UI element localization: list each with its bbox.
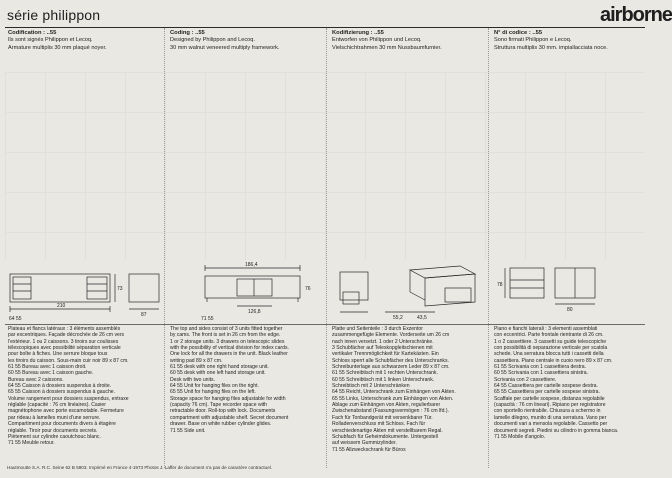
description-it: [494, 326, 644, 440]
drawing-side-unit-71-55: [205, 265, 300, 306]
description-line: Scrivania con 2 cassettiere.: [494, 376, 557, 383]
dimension-label: 73: [117, 286, 123, 292]
description-de: [332, 326, 484, 453]
description-line: cassettiera. Piano centrale in cuoio nero 89 x 87 cm.: [494, 357, 613, 364]
description-line: con possibilità di separazione verticale per scatola: [494, 345, 608, 352]
column-line: 30 mm walnut veneered multiply framework.: [170, 44, 280, 51]
description-line: Zwischenabstand (Fassungsvermögen : 76 cm lfd.).: [332, 408, 449, 415]
description-line: réglable (capacité : 76 cm linéaires). Casier: [8, 402, 106, 409]
description-line: Compartiment pour documents divers à étagère: [8, 421, 116, 428]
drawings-strip: [5, 262, 645, 322]
column-line: Ils sont signés Philippon et Lecoq.: [8, 37, 93, 44]
description-line: pour boîte à fiches. Une serrure bloque tous: [8, 351, 108, 358]
description-line: 60 55 desk with one left hand storage unit.: [170, 370, 266, 377]
column-heading: Kodifizierung : ..55: [332, 30, 384, 36]
column-de: [332, 30, 484, 52]
column-heading: Codification : ..55: [8, 30, 57, 36]
description-en: [170, 326, 322, 434]
dimension-label: 76: [305, 286, 311, 292]
description-line: Volume rangement pour dossiers suspendus, entraxe: [8, 395, 129, 402]
dimension-label: 186,4: [245, 262, 258, 268]
description-line: One lock for all the drawers in the unit. Black leather: [170, 351, 288, 358]
description-line: drawer. Base on white rubber cylinder glides.: [170, 421, 272, 428]
description-line: Desk with two units.: [170, 376, 216, 383]
description-line: auf weissem Gummizylinder.: [332, 440, 397, 447]
page-title: série philippon: [7, 7, 101, 23]
drawing-code-label: 64 55: [9, 316, 22, 322]
description-line: Schreibtisch mit 2 Unterschränken: [332, 383, 410, 390]
description-line: 65 55 Unit for hanging files on the left.: [170, 389, 256, 396]
column-fr: [8, 30, 160, 52]
drawing-storage-unit: [340, 272, 435, 312]
description-line: les tiroirs du caisson. Sous-main cuir noir 89 x 87 cm.: [8, 357, 129, 364]
description-line: 60 55 Bureau avec 1 caisson gauche.: [8, 370, 94, 377]
description-line: 65 55 Links, Unterschrank zum Einhängen von Akten.: [332, 395, 454, 402]
dimension-label: 80: [567, 307, 573, 313]
description-line: retractable door. Roll-top with lock. Documents: [170, 408, 276, 415]
description-line: 71 55 Mobile d'angolo.: [494, 433, 546, 440]
description-line: 64 55 Cassettiera per cartelle sospese destra.: [494, 383, 598, 390]
description-line: 1 or 2 storage units. 3 drawers on telescopic slides: [170, 338, 285, 345]
description-line: 61 55 Bureau avec 1 caisson droit.: [8, 364, 87, 371]
drawing-perspective-desk: [410, 266, 475, 306]
description-line: Schloss sperrt alle Schubfächer des Unterschranks.: [332, 357, 449, 364]
description-line: Ablage zum Einhängen von Akten, regulierbarer: [332, 402, 441, 409]
column-line: Sono firmati Philippon e Lecoq.: [494, 37, 572, 44]
description-line: Storage space for hanging files adjustable for width: [170, 395, 286, 402]
dimension-label: 55,2: [393, 315, 403, 321]
description-line: magnétophone avec porte escamotable. Fermeture: [8, 408, 124, 415]
description-line: 61 55 Scrivania con 1 cassettiera destra.: [494, 364, 587, 371]
description-line: 64 55 Reicht, Unterschrank zum Einhängen von Akten.: [332, 389, 456, 396]
description-line: writing pad 89 x 87 cm.: [170, 357, 223, 364]
description-line: 60 55 Schreibtisch mit 1 linken Unterschrank.: [332, 376, 435, 383]
description-line: 61 55 Schreibtisch mit 1 rechten Unterschrank.: [332, 370, 438, 377]
drawing-code-label: 71 55: [201, 316, 214, 322]
description-line: compartment with adjustable shelf. Secret document: [170, 414, 289, 421]
description-line: par excentriques. Façade décrochée de 26 cm vers: [8, 332, 125, 339]
description-line: Schubfach für Geheimdokumente. Untergestell: [332, 433, 438, 440]
description-line: (capacità : 76 cm lineari). Ripiano per registratore: [494, 402, 606, 409]
description-line: Rolladenverschluss mit Schloss. Fach für: [332, 421, 426, 428]
description-line: documenti segreti. Piedini su cilindro in gomma bianca.: [494, 427, 619, 434]
column-en: [170, 30, 322, 52]
description-line: 1 o 2 cassettiere. 3 cassetti su guide telescopiche: [494, 338, 607, 345]
column-line: Designed by Philippon and Lecoq.: [170, 37, 255, 44]
description-line: The top and sides consist of 3 units fitted together: [170, 326, 283, 332]
description-line: 64 55 Caisson à dossiers suspendus à droite.: [8, 383, 112, 390]
description-line: Schreibunterlage aus schwarzem Leder 89 x 87 cm.: [332, 364, 450, 371]
description-line: verschiedenartige Akten mit verstellbarem Regal.: [332, 427, 443, 434]
description-line: Fach für Tonbandgerät mit versenkbarer Tür.: [332, 414, 433, 421]
description-line: 64 55 Unit for hanging files on the right.: [170, 383, 259, 390]
description-line: Piètement sur cylindre caoutchouc blanc.: [8, 433, 101, 440]
column-line: Struttura multiplis 30 mm. impiallacciata noce.: [494, 44, 608, 51]
description-line: zusammengefügte Elemente. Vorderseite um 26 cm: [332, 332, 450, 339]
description-line: vertikaler Trennmöglichkeit für Kartekästen. Ein: [332, 351, 439, 358]
brand-logo: airborne: [600, 4, 672, 26]
column-line: Vielschichtrahmen 30 mm Nussbaumfurnier.: [332, 44, 442, 51]
drawing-cabinet: [505, 268, 595, 304]
description-line: schede. Una serratura blocca tutti i cassetti della: [494, 351, 604, 358]
description-line: nach innen versetzt. 1 oder 2 Unterschränke.: [332, 338, 434, 345]
description-line: Plateau et flancs latéraux : 3 éléments assemblés: [8, 326, 121, 332]
photo-area-background: [5, 72, 645, 260]
column-heading: Coding : ..55: [170, 30, 205, 36]
description-line: Scaffale per cartelle sospese, distanza regolabile: [494, 395, 605, 402]
column-line: Entworfen von Philippon und Lecoq.: [332, 37, 422, 44]
description-line: Platte und Seitenteile : 3 durch Exzentor: [332, 326, 423, 332]
description-line: 65 55 Caisson à dossiers suspendus à gauche.: [8, 389, 116, 396]
description-line: 61 55 desk with one right hand storage unit.: [170, 364, 269, 371]
description-line: réglable. Tiroir pour documents secrets.: [8, 427, 98, 434]
description-line: 71 55 Meuble retour.: [8, 440, 55, 447]
description-line: 71 55 Allzweckschrank für Büros: [332, 446, 406, 453]
dimension-label: 43,5: [417, 315, 427, 321]
description-line: lamelle dilegno, munito di una serratura. Vano per: [494, 414, 607, 421]
description-line: télescopiques avec possibilité séparation verticale: [8, 345, 121, 352]
column-heading: N° di codice : ..55: [494, 30, 543, 36]
dimension-label: 87: [141, 312, 147, 318]
description-fr: [8, 326, 160, 447]
description-line: con sportello rientrabile. Chiusura a schermo in: [494, 408, 601, 415]
description-line: 65 55 Cassettiera per cartelle sospese sinistra.: [494, 389, 600, 396]
description-line: par rideau à lamelles muni d'une serrure.: [8, 414, 101, 421]
description-line: by cams. The front is set in 26 cm from the edge.: [170, 332, 281, 339]
description-line: 3 Schubfächer auf Teleskopgleitschienen mit: [332, 345, 433, 352]
description-line: l'extérieur. 1 ou 2 caissons. 3 tiroirs sur coulisses: [8, 338, 119, 345]
description-line: Piano e fianchi laterali : 3 elementi assemblati: [494, 326, 598, 332]
dimension-label: 126,8: [248, 309, 261, 315]
description-line: con eccentrici. Parte frontale rientrante di 26 cm.: [494, 332, 604, 339]
description-line: documenti vari a mensola regolabile. Cassetto per: [494, 421, 608, 428]
description-line: 60 55 Scrivania con 1 cassettiera sinistra.: [494, 370, 588, 377]
description-line: 71 55 Side unit.: [170, 427, 206, 434]
dimension-label: 78: [497, 282, 503, 288]
drawing-desk-64-55: [10, 274, 159, 312]
top-rule: [5, 27, 645, 28]
description-line: Bureau avec 2 caissons.: [8, 376, 64, 383]
description-line: (capacity 76 cm). Tape recorder space with: [170, 402, 268, 409]
column-line: Armature multiplis 30 mm plaqué noyer.: [8, 44, 107, 51]
footer-credits: Hautmoutte S.A. R.C. Seine 62 B 5903. Imprimé en France 4-1973 Photos J. Laffer de document n'a pas de caractère contractuel.: [7, 465, 273, 470]
dimension-label: 210: [57, 303, 66, 309]
column-it: [494, 30, 644, 52]
lower-rule: [5, 324, 645, 325]
description-line: with the possibility of vertical division for index cards.: [170, 345, 289, 352]
